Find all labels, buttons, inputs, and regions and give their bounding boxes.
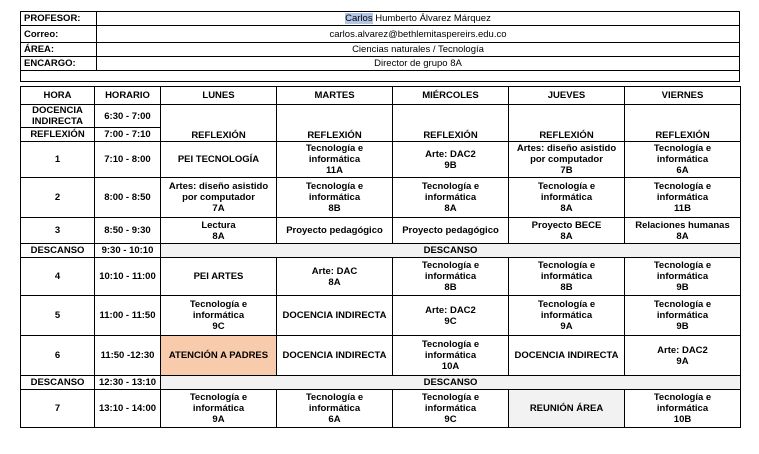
class-line: Tecnología e bbox=[189, 299, 248, 310]
lunes-class bbox=[161, 390, 277, 428]
hora-cell: 3 bbox=[21, 218, 95, 244]
horario-cell: 10:10 - 11:00 bbox=[95, 258, 161, 296]
martes-class bbox=[277, 142, 393, 178]
class-line: informática bbox=[656, 154, 709, 165]
horario-cell: 13:10 - 14:00 bbox=[95, 390, 161, 428]
class-line: Tecnología e bbox=[653, 392, 712, 403]
profesor-name-highlight: Carlos bbox=[345, 13, 373, 24]
class-line: Tecnología e bbox=[421, 392, 480, 403]
class-line: Arte: DAC bbox=[311, 265, 358, 277]
class-line: Tecnología e bbox=[653, 181, 712, 192]
row-hour-2 bbox=[21, 178, 741, 218]
class-line: Arte: DAC2 bbox=[425, 148, 476, 160]
lunes-atencion-padres: ATENCIÓN A PADRES bbox=[161, 336, 277, 376]
hora-cell: 5 bbox=[21, 296, 95, 336]
class-line: Proyecto BECE bbox=[531, 219, 602, 231]
class-line: informática bbox=[424, 192, 477, 203]
encargo-row bbox=[21, 57, 740, 71]
miercoles-class bbox=[393, 336, 509, 376]
hora-cell: 4 bbox=[21, 258, 95, 296]
class-line: informática bbox=[424, 403, 477, 414]
hora-cell: DESCANSO bbox=[21, 244, 95, 258]
horario-cell: 11:50 -12:30 bbox=[95, 336, 161, 376]
encargo-value: Director de grupo 8A bbox=[97, 57, 740, 71]
class-group: 8A bbox=[212, 230, 225, 242]
profesor-name-rest: Humberto Álvarez Márquez bbox=[372, 13, 491, 24]
horario-cell: 9:30 - 10:10 bbox=[95, 244, 161, 258]
viernes-reflexion bbox=[625, 105, 741, 142]
class-group: 9B bbox=[676, 282, 689, 293]
class-group: 8A bbox=[444, 203, 457, 214]
class-line: Tecnología e bbox=[653, 260, 712, 271]
viernes-class bbox=[625, 296, 741, 336]
class-group: 7A bbox=[212, 203, 225, 214]
jueves-class bbox=[509, 142, 625, 178]
class-line: Tecnología e bbox=[305, 181, 364, 192]
col-header-horario: HORARIO bbox=[95, 87, 161, 105]
horario-cell: 6:30 - 7:00 bbox=[95, 105, 161, 128]
class-group: 9C bbox=[444, 315, 457, 327]
area-value: Ciencias naturales / Tecnología bbox=[97, 43, 740, 57]
row-docencia bbox=[21, 105, 741, 128]
row-hour-1 bbox=[21, 142, 741, 178]
class-line: informática bbox=[308, 154, 361, 165]
area-row bbox=[21, 43, 740, 57]
class-line: Artes: diseño asistido bbox=[168, 181, 269, 192]
jueves-class bbox=[509, 296, 625, 336]
martes-reflexion-text: REFLEXIÓN bbox=[307, 130, 362, 141]
class-group: 9C bbox=[212, 321, 225, 332]
hora-cell: 7 bbox=[21, 390, 95, 428]
class-group: 7B bbox=[560, 165, 573, 176]
row-hour-4 bbox=[21, 258, 741, 296]
class-line: informática bbox=[424, 350, 477, 361]
jueves-reflexion-text: REFLEXIÓN bbox=[539, 130, 594, 141]
class-line: Tecnología e bbox=[305, 392, 364, 403]
horario-cell: 7:00 - 7:10 bbox=[95, 128, 161, 142]
class-line: informática bbox=[656, 192, 709, 203]
schedule-table bbox=[20, 86, 741, 428]
correo-row bbox=[21, 26, 740, 43]
class-line: Tecnología e bbox=[537, 181, 596, 192]
horario-cell: 8:00 - 8:50 bbox=[95, 178, 161, 218]
jueves-reunion-area: REUNIÓN ÁREA bbox=[509, 390, 625, 428]
horario-cell: 8:50 - 9:30 bbox=[95, 218, 161, 244]
spacer-cell bbox=[21, 71, 740, 82]
class-line: por computador bbox=[182, 192, 255, 203]
lunes-class: PEI TECNOLOGÍA bbox=[161, 142, 277, 178]
hora-cell: REFLEXIÓN bbox=[21, 128, 95, 142]
class-line: Artes: diseño asistido bbox=[516, 143, 617, 154]
jueves-reflexion bbox=[509, 105, 625, 142]
class-group: 8B bbox=[560, 282, 573, 293]
col-header-lunes: LUNES bbox=[161, 87, 277, 105]
martes-reflexion bbox=[277, 105, 393, 142]
martes-class bbox=[277, 390, 393, 428]
header-spacer-row bbox=[21, 71, 740, 82]
descanso-band: DESCANSO bbox=[161, 244, 741, 258]
miercoles-class bbox=[393, 258, 509, 296]
miercoles-class bbox=[393, 390, 509, 428]
class-group: 9C bbox=[444, 414, 457, 425]
class-group: 8B bbox=[328, 203, 341, 214]
row-descanso-2 bbox=[21, 376, 741, 390]
viernes-class bbox=[625, 142, 741, 178]
col-header-jueves: JUEVES bbox=[509, 87, 625, 105]
class-line: informática bbox=[656, 403, 709, 414]
row-hour-3 bbox=[21, 218, 741, 244]
class-group: 8A bbox=[560, 203, 573, 214]
miercoles-class bbox=[393, 142, 509, 178]
viernes-class bbox=[625, 390, 741, 428]
col-header-martes: MARTES bbox=[277, 87, 393, 105]
class-line: Tecnología e bbox=[653, 299, 712, 310]
class-line: Tecnología e bbox=[421, 339, 480, 350]
miercoles-class: Proyecto pedagógico bbox=[393, 218, 509, 244]
descanso-band: DESCANSO bbox=[161, 376, 741, 390]
class-line: por computador bbox=[530, 154, 603, 165]
col-header-viernes: VIERNES bbox=[625, 87, 741, 105]
profesor-name bbox=[97, 12, 740, 26]
class-group: 9A bbox=[212, 414, 225, 425]
class-line: informática bbox=[540, 192, 593, 203]
column-header-row bbox=[21, 87, 741, 105]
martes-class: DOCENCIA INDIRECTA bbox=[277, 296, 393, 336]
class-group: 8A bbox=[676, 230, 689, 242]
jueves-class: DOCENCIA INDIRECTA bbox=[509, 336, 625, 376]
class-line: informática bbox=[192, 310, 245, 321]
viernes-reflexion-text: REFLEXIÓN bbox=[655, 130, 710, 141]
class-group: 8A bbox=[328, 276, 341, 288]
horario-cell: 12:30 - 13:10 bbox=[95, 376, 161, 390]
jueves-class bbox=[509, 218, 625, 244]
horario-cell: 7:10 - 8:00 bbox=[95, 142, 161, 178]
class-group: 8A bbox=[560, 230, 573, 242]
lunes-class bbox=[161, 178, 277, 218]
viernes-class bbox=[625, 218, 741, 244]
class-group: 10B bbox=[673, 414, 692, 425]
class-group: 9A bbox=[560, 321, 573, 332]
row-hour-7 bbox=[21, 390, 741, 428]
class-line: informática bbox=[540, 310, 593, 321]
profesor-label: PROFESOR: bbox=[21, 12, 97, 26]
hora-cell: DOCENCIA INDIRECTA bbox=[21, 105, 95, 128]
col-header-hora: HORA bbox=[21, 87, 95, 105]
lunes-reflexion bbox=[161, 105, 277, 142]
lunes-class: PEI ARTES bbox=[161, 258, 277, 296]
row-descanso-1 bbox=[21, 244, 741, 258]
correo-value: carlos.alvarez@bethlemitaspereirs.edu.co bbox=[97, 26, 740, 43]
class-group: 11A bbox=[326, 165, 343, 176]
class-group: 10A bbox=[441, 361, 460, 372]
class-line: Tecnología e bbox=[189, 392, 248, 403]
class-line: informática bbox=[656, 310, 709, 321]
row-hour-5 bbox=[21, 296, 741, 336]
class-group: 9B bbox=[676, 321, 689, 332]
class-line: Tecnología e bbox=[537, 299, 596, 310]
miercoles-reflexion bbox=[393, 105, 509, 142]
class-line: informática bbox=[308, 192, 361, 203]
encargo-label: ENCARGO: bbox=[21, 57, 97, 71]
hora-cell: 2 bbox=[21, 178, 95, 218]
hora-cell: DESCANSO bbox=[21, 376, 95, 390]
jueves-class bbox=[509, 178, 625, 218]
class-line: informática bbox=[192, 403, 245, 414]
class-group: 9B bbox=[444, 159, 457, 171]
martes-class: Proyecto pedagógico bbox=[277, 218, 393, 244]
viernes-class bbox=[625, 258, 741, 296]
class-group: 8B bbox=[444, 282, 457, 293]
martes-class bbox=[277, 178, 393, 218]
class-line: Tecnología e bbox=[537, 260, 596, 271]
class-group: 6A bbox=[328, 414, 341, 425]
profesor-row bbox=[21, 12, 740, 26]
horario-cell: 11:00 - 11:50 bbox=[95, 296, 161, 336]
miercoles-class bbox=[393, 296, 509, 336]
class-line: Relaciones humanas bbox=[635, 219, 730, 231]
class-line: informática bbox=[540, 271, 593, 282]
teacher-info-table bbox=[20, 11, 740, 82]
class-group: 6A bbox=[676, 165, 689, 176]
lunes-class bbox=[161, 218, 277, 244]
class-group: 9A bbox=[676, 355, 689, 367]
jueves-class bbox=[509, 258, 625, 296]
class-line: Tecnología e bbox=[305, 143, 364, 154]
martes-class bbox=[277, 258, 393, 296]
class-line: informática bbox=[424, 271, 477, 282]
area-label: ÁREA: bbox=[21, 43, 97, 57]
class-line: informática bbox=[308, 403, 361, 414]
martes-class: DOCENCIA INDIRECTA bbox=[277, 336, 393, 376]
viernes-class bbox=[625, 178, 741, 218]
row-hour-6 bbox=[21, 336, 741, 376]
class-line: Arte: DAC2 bbox=[657, 344, 708, 356]
miercoles-reflexion-text: REFLEXIÓN bbox=[423, 130, 478, 141]
lunes-reflexion-text: REFLEXIÓN bbox=[191, 130, 246, 141]
class-line: Tecnología e bbox=[421, 181, 480, 192]
hora-cell: 6 bbox=[21, 336, 95, 376]
hora-cell: 1 bbox=[21, 142, 95, 178]
col-header-miercoles: MIÉRCOLES bbox=[393, 87, 509, 105]
class-group: 11B bbox=[674, 203, 691, 214]
lunes-class bbox=[161, 296, 277, 336]
correo-label: Correo: bbox=[21, 26, 97, 43]
class-line: Lectura bbox=[201, 219, 236, 231]
class-line: Arte: DAC2 bbox=[425, 304, 476, 316]
class-line: Tecnología e bbox=[421, 260, 480, 271]
miercoles-class bbox=[393, 178, 509, 218]
class-line: Tecnología e bbox=[653, 143, 712, 154]
class-line: informática bbox=[656, 271, 709, 282]
viernes-class bbox=[625, 336, 741, 376]
